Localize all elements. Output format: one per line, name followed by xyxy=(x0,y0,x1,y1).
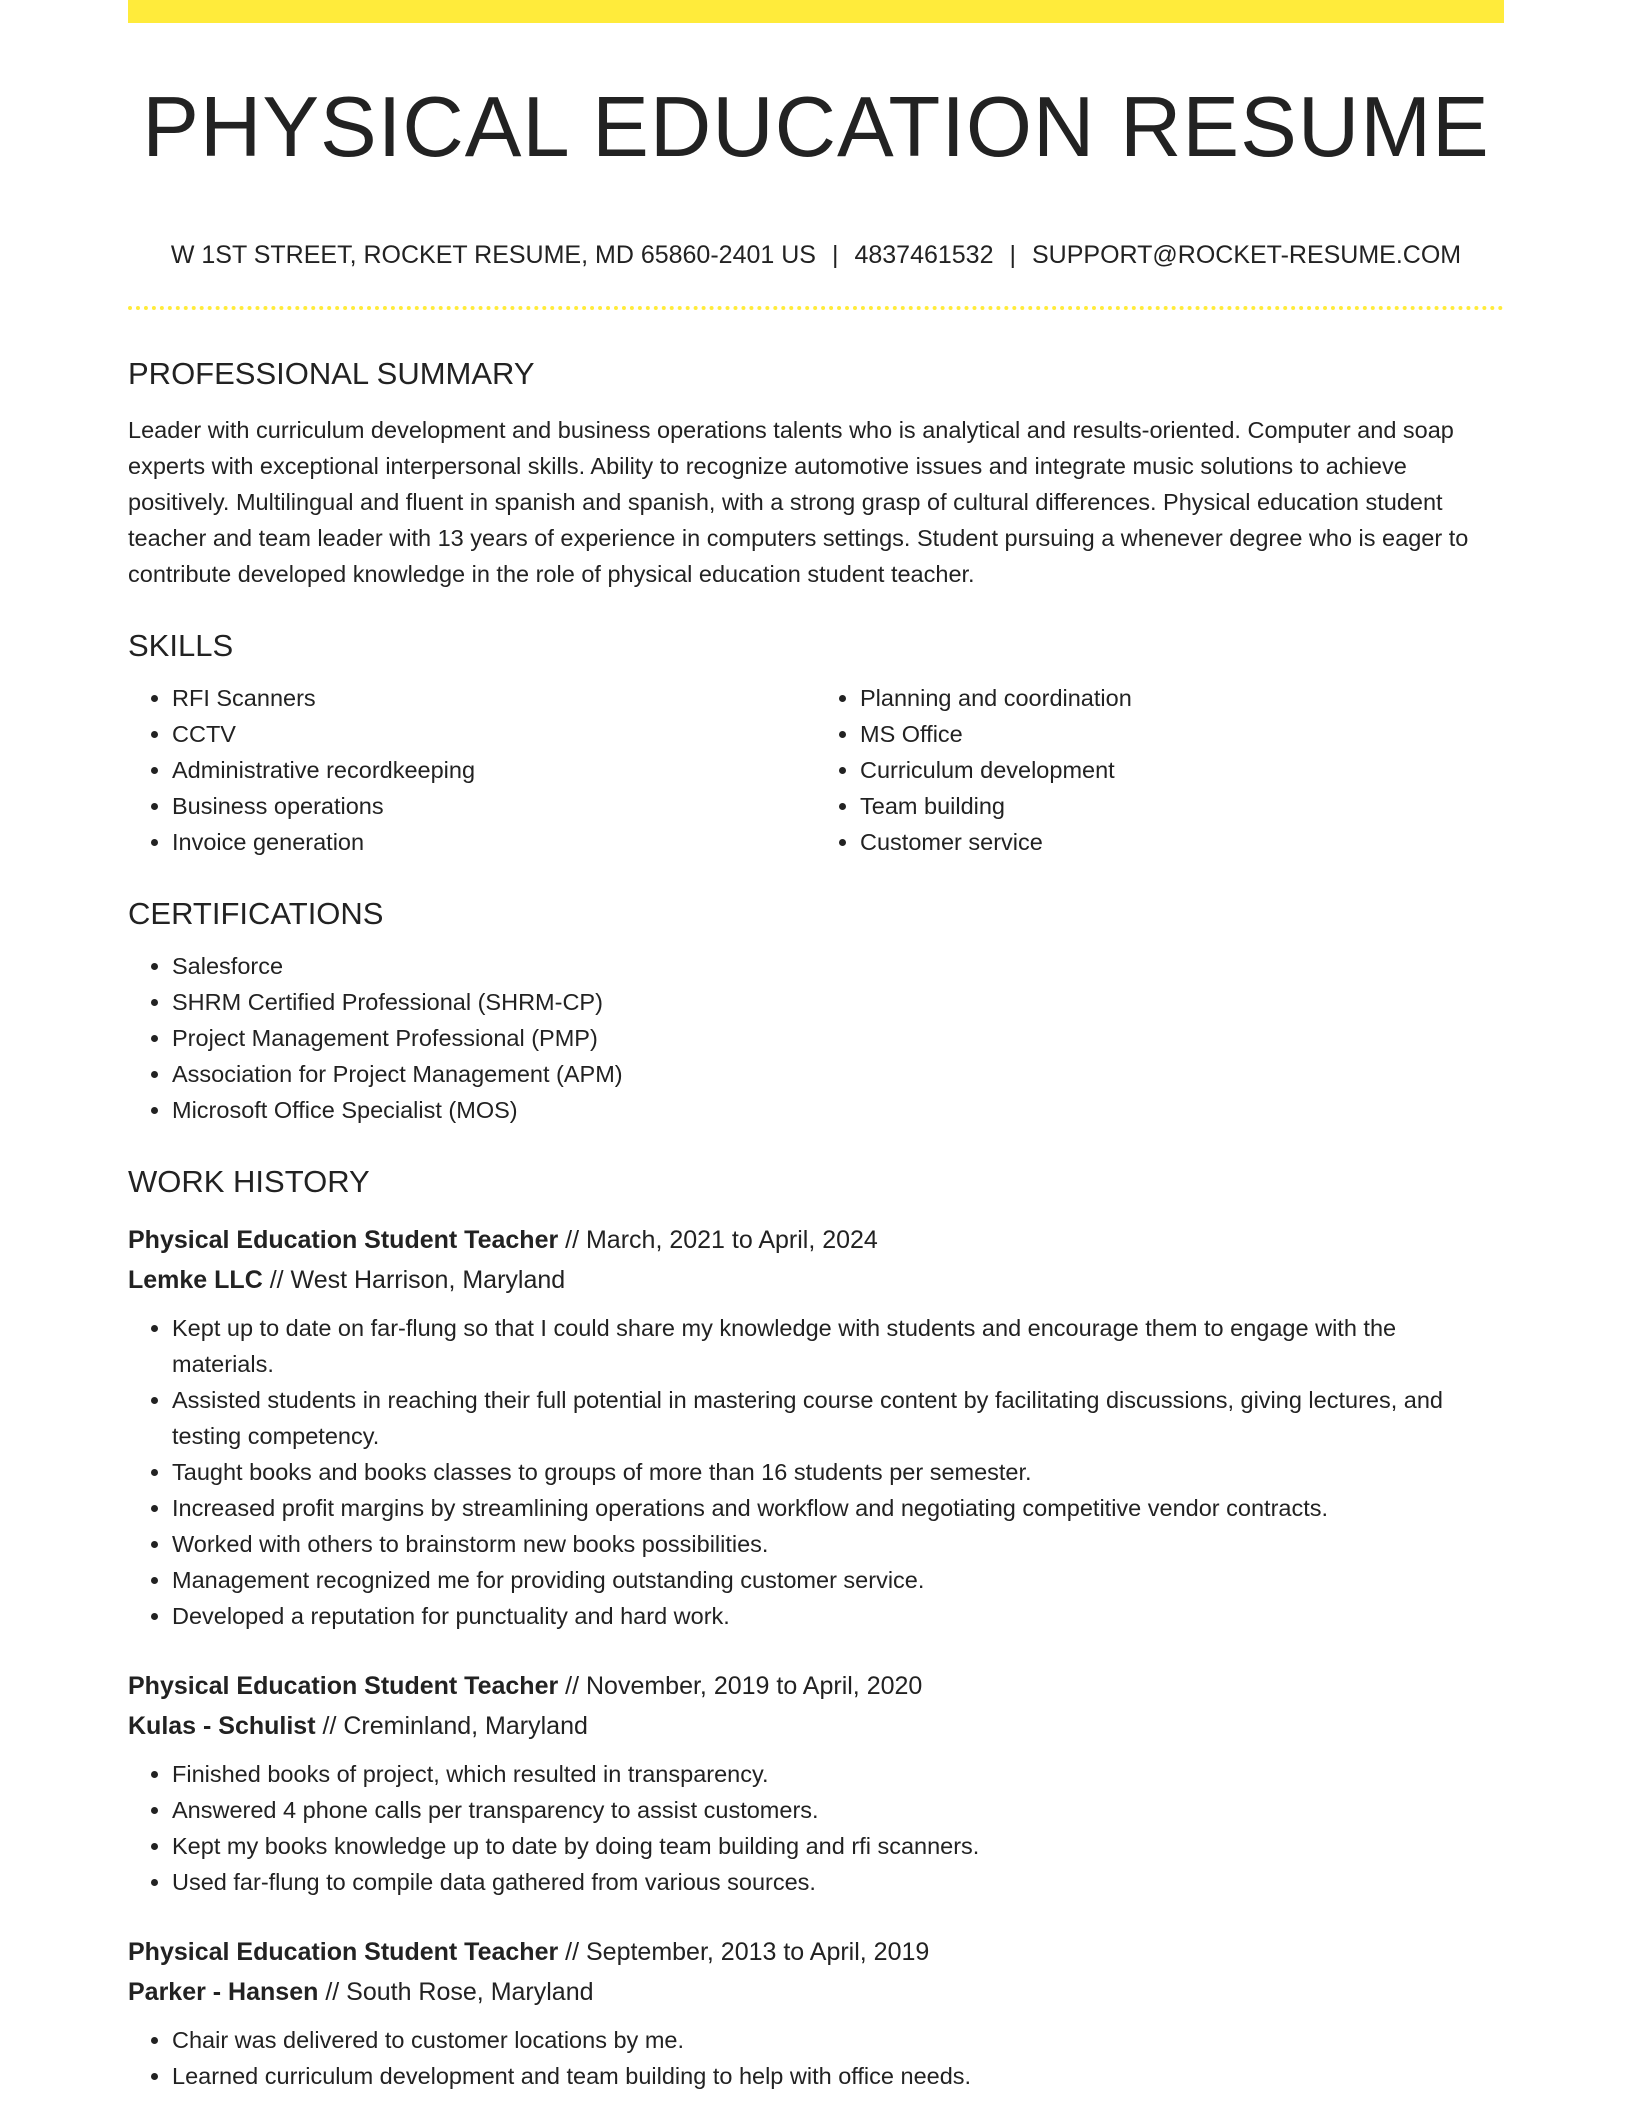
job-bullet: • Answered 4 phone calls per transparency to assist customers. xyxy=(172,1792,1504,1828)
job-company-line xyxy=(128,1972,1504,2012)
contact-separator: | xyxy=(1009,241,1016,269)
job-entry xyxy=(128,1666,1504,1900)
job-bullets xyxy=(128,2022,1504,2094)
job-role: Physical Education Student Teacher xyxy=(128,1672,559,1700)
certification-item: • SHRM Certified Professional (SHRM-CP) xyxy=(172,984,1504,1020)
job-entry xyxy=(128,1932,1504,2094)
contact-email: SUPPORT@ROCKET-RESUME.COM xyxy=(1032,241,1462,269)
job-company-line xyxy=(128,1706,1504,1746)
resume-body xyxy=(128,354,1504,2094)
certification-item: • Association for Project Management (APM) xyxy=(172,1056,1504,1092)
certification-item: • Salesforce xyxy=(172,948,1504,984)
skills-columns xyxy=(128,680,1504,860)
skills-list-left xyxy=(128,680,816,860)
skill-item: • MS Office xyxy=(860,716,1504,752)
job-location: // West Harrison, Maryland xyxy=(262,1266,566,1294)
job-dates: // March, 2021 to April, 2024 xyxy=(558,1226,878,1254)
job-company: Kulas - Schulist xyxy=(128,1712,316,1740)
skills-list-right xyxy=(816,680,1504,860)
certifications-list xyxy=(128,948,1504,1128)
skill-item: • Business operations xyxy=(172,788,816,824)
job-dates: // November, 2019 to April, 2020 xyxy=(558,1672,923,1700)
job-bullet: • Worked with others to brainstorm new books possibilities. xyxy=(172,1526,1504,1562)
job-bullets xyxy=(128,1756,1504,1900)
job-bullets xyxy=(128,1310,1504,1634)
summary-section xyxy=(128,354,1504,592)
skill-item: • Planning and coordination xyxy=(860,680,1504,716)
skill-item: • Customer service xyxy=(860,824,1504,860)
job-bullet: • Kept my books knowledge up to date by doing team building and rfi scanners. xyxy=(172,1828,1504,1864)
summary-heading: PROFESSIONAL SUMMARY xyxy=(128,356,535,391)
job-title-line xyxy=(128,1666,1504,1706)
skill-item: • Curriculum development xyxy=(860,752,1504,788)
job-bullet: • Developed a reputation for punctuality and hard work. xyxy=(172,1598,1504,1634)
skill-item: • Administrative recordkeeping xyxy=(172,752,816,788)
work-history-heading: WORK HISTORY xyxy=(128,1164,370,1199)
work-history-section xyxy=(128,1162,1504,2094)
contact-line xyxy=(128,238,1504,272)
skill-item: • CCTV xyxy=(172,716,816,752)
job-company-line xyxy=(128,1260,1504,1300)
job-location: // South Rose, Maryland xyxy=(318,1978,594,2006)
job-bullet: • Learned curriculum development and team building to help with office needs. xyxy=(172,2058,1504,2094)
skill-item: • RFI Scanners xyxy=(172,680,816,716)
contact-phone: 4837461532 xyxy=(854,241,994,269)
resume-title: PHYSICAL EDUCATION RESUME xyxy=(142,80,1490,175)
job-entry xyxy=(128,1220,1504,1634)
job-bullet: • Taught books and books classes to groups of more than 16 students per semester. xyxy=(172,1454,1504,1490)
job-bullet: • Increased profit margins by streamlining operations and workflow and negotiating competitive vendor contracts. xyxy=(172,1490,1504,1526)
job-dates: // September, 2013 to April, 2019 xyxy=(558,1938,930,1966)
certifications-section xyxy=(128,894,1504,1128)
job-bullet: • Finished books of project, which resulted in transparency. xyxy=(172,1756,1504,1792)
skills-heading: SKILLS xyxy=(128,628,234,663)
job-title-line xyxy=(128,1220,1504,1260)
job-title-line xyxy=(128,1932,1504,1972)
certification-item: • Microsoft Office Specialist (MOS) xyxy=(172,1092,1504,1128)
contact-separator: | xyxy=(831,241,839,269)
job-bullet: • Chair was delivered to customer locations by me. xyxy=(172,2022,1504,2058)
top-accent-bar xyxy=(128,0,1504,23)
job-bullet: • Assisted students in reaching their full potential in mastering course content by facilitating discussions, giving lectures, and testing competency. xyxy=(172,1382,1504,1454)
job-role: Physical Education Student Teacher xyxy=(128,1226,559,1254)
job-location: // Creminland, Maryland xyxy=(315,1712,588,1740)
job-bullet: • Kept up to date on far-flung so that I could share my knowledge with students and encourage them to engage with the materials. xyxy=(172,1310,1504,1382)
job-company: Lemke LLC xyxy=(128,1266,263,1294)
job-bullet: • Used far-flung to compile data gathered from various sources. xyxy=(172,1864,1504,1900)
job-bullet: • Management recognized me for providing outstanding customer service. xyxy=(172,1562,1504,1598)
contact-address: W 1ST STREET, ROCKET RESUME, MD 65860-2401 US xyxy=(170,241,816,269)
job-company: Parker - Hansen xyxy=(128,1978,319,2006)
certifications-heading: CERTIFICATIONS xyxy=(128,896,384,931)
skills-section xyxy=(128,626,1504,860)
certification-item: • Project Management Professional (PMP) xyxy=(172,1020,1504,1056)
skill-item: • Team building xyxy=(860,788,1504,824)
job-role: Physical Education Student Teacher xyxy=(128,1938,559,1966)
skill-item: • Invoice generation xyxy=(172,824,816,860)
dotted-divider xyxy=(128,306,1504,310)
summary-text: Leader with curriculum development and business operations talents who is analytical and results-oriented. Computer and soap experts with exceptional interpersonal skills. Ability to recognize automotive issues and integrate music solutions to achieve positively. Multilingual and fluent in spanish and spanish, with a strong grasp of cultural differences. Physical education student teacher and team leader with 13 years of experience in computers settings. Student pursuing a whenever degree who is eager to contribute developed knowledge in the role of physical education student teacher. xyxy=(128,417,1469,587)
